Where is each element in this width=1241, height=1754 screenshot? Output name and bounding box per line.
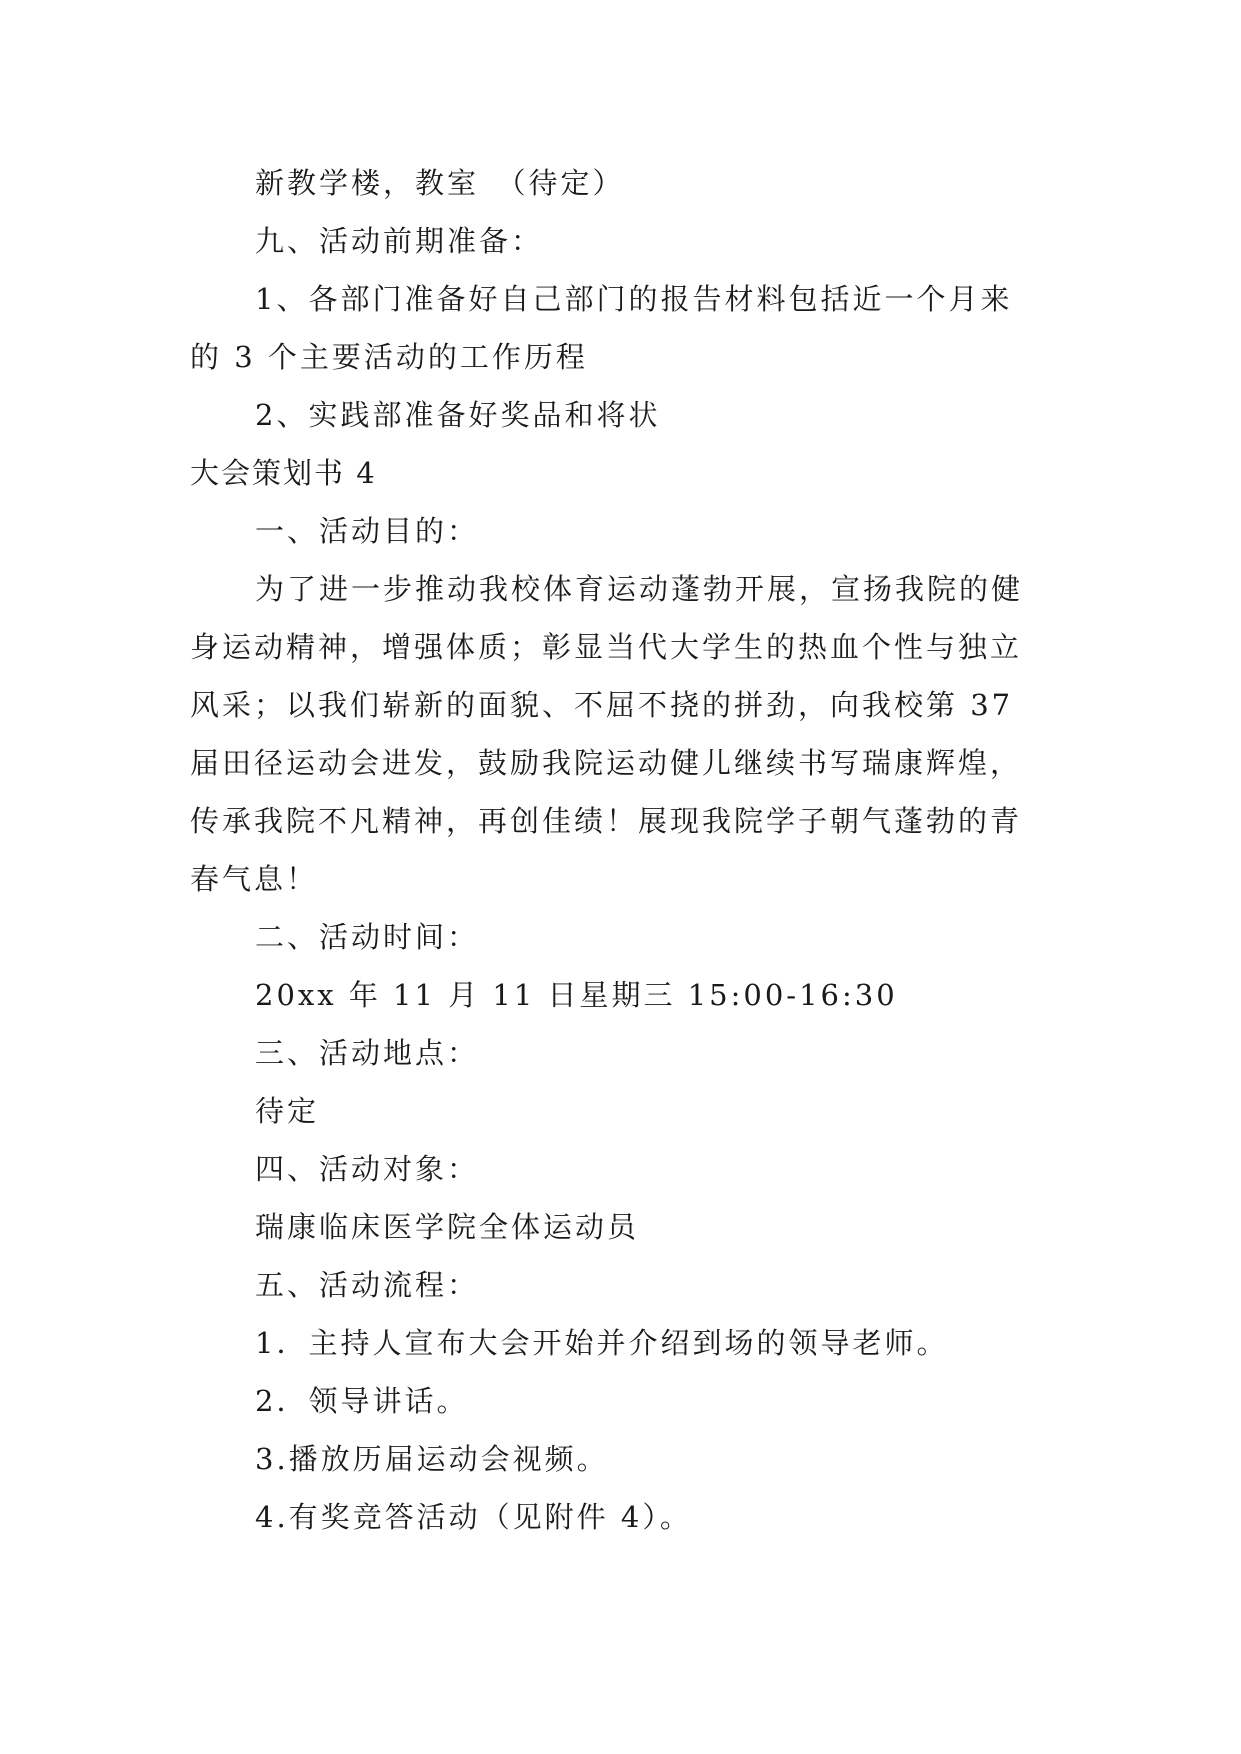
text-line: 待定 (255, 1094, 320, 1128)
text-line: 新教学楼，教室 （待定） (255, 166, 625, 200)
text-line: 为了进一步推动我校体育运动蓬勃开展，宣扬我院的健 (255, 572, 1024, 606)
section-heading: 四、活动对象： (255, 1152, 480, 1186)
document-title: 大会策划书 4 (190, 456, 377, 490)
section-heading: 二、活动时间： (255, 920, 480, 954)
text-line: 1、各部门准备好自己部门的报告材料包括近一个月来 (255, 282, 1013, 316)
list-item: 1．主持人宣布大会开始并介绍到场的领导老师。 (255, 1326, 949, 1360)
text-line: 瑞康临床医学院全体运动员 (255, 1210, 640, 1244)
section-heading: 三、活动地点： (255, 1036, 480, 1070)
list-item: 2．领导讲话。 (255, 1384, 469, 1418)
list-item: 3.播放历届运动会视频。 (255, 1442, 609, 1476)
text-line: 的 3 个主要活动的工作历程 (190, 340, 588, 374)
section-heading: 一、活动目的： (255, 514, 480, 548)
text-line: 传承我院不凡精神，再创佳绩！展现我院学子朝气蓬勃的青 (190, 804, 1023, 838)
text-line: 2、实践部准备好奖品和将状 (255, 398, 661, 432)
section-heading: 九、活动前期准备： (255, 224, 544, 258)
text-line: 届田径运动会进发，鼓励我院运动健儿继续书写瑞康辉煌， (190, 746, 1023, 780)
list-item: 4.有奖竞答活动（见附件 4）。 (255, 1500, 692, 1534)
text-line: 20xx 年 11 月 11 日星期三 15:00-16:30 (255, 978, 898, 1012)
text-line: 春气息！ (190, 862, 319, 896)
section-heading: 五、活动流程： (255, 1268, 480, 1302)
text-line: 身运动精神，增强体质；彰显当代大学生的热血个性与独立 (190, 630, 1023, 664)
text-line: 风采；以我们崭新的面貌、不屈不挠的拼劲，向我校第 37 (190, 688, 1014, 722)
